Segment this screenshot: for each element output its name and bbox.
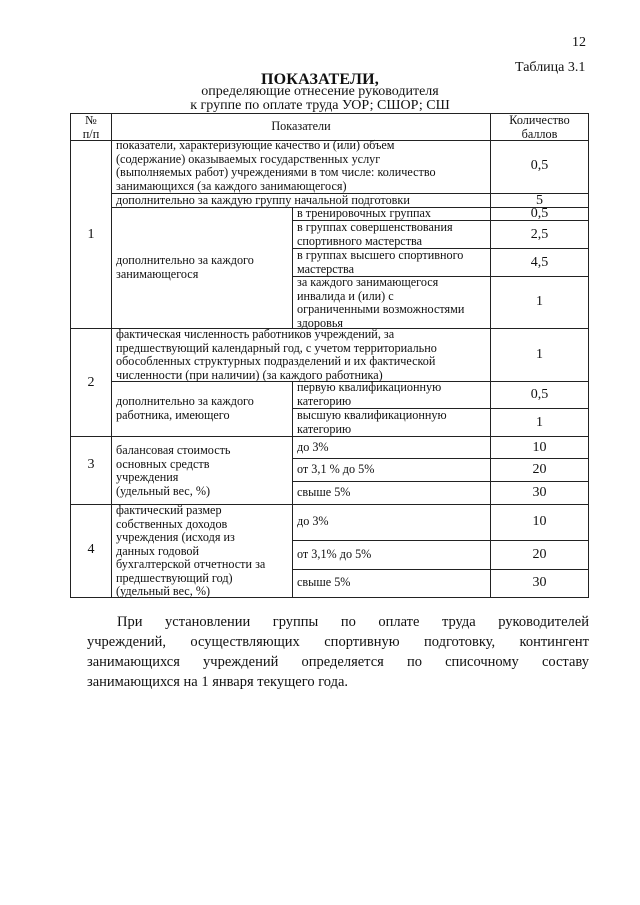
- row4-range-2: от 3,1% до 5%: [297, 547, 372, 561]
- row1-sub-disabled: за каждого занимающегося инвалида и (или) с ограниченными возможностями здоровья: [297, 275, 465, 330]
- row2-sub-highest-category-points: 1: [536, 415, 543, 430]
- row4-range-1-points: 10: [532, 514, 547, 529]
- row1-sub-training-points: 0,5: [530, 206, 549, 221]
- row2-extra-label: дополнительно за каждого работника, имеющего: [116, 394, 254, 422]
- paragraph-line: При установлении группы по оплате труда руководителей: [117, 614, 589, 630]
- row2-sub-first-category: первую квалификационную категорию: [297, 380, 442, 408]
- row1-main-text: показатели, характеризующие качество и (или) объем (содержание) оказываемых государственных услуг (выполняемых работ) учреждениями в том числе: количество занимающихся (за каждого занимающегося): [116, 138, 436, 193]
- row-number: 4: [87, 542, 95, 557]
- paragraph-line: занимающихся учреждений определяется по списочному составу: [87, 654, 589, 670]
- row3-range-1-points: 10: [532, 440, 547, 455]
- row4-range-2-points: 20: [532, 547, 547, 562]
- row2-main-text: фактическая численность работников учреждений, за предшествующий календарный год, с учетом территориально обособленных структурных подразделений и их фактической численности (при наличии) (за каждого работника): [116, 327, 437, 382]
- header-indicators: Показатели: [271, 119, 331, 133]
- table-label: Таблица 3.1: [515, 60, 586, 75]
- header-num: № п/п: [82, 113, 100, 141]
- row1-sub-improvement-points: 2,5: [530, 227, 549, 242]
- row3-range-1: до 3%: [297, 440, 329, 454]
- row4-label: фактический размер собственных доходов учреждения (исходя из данных годовой бухгалтерской отчетности за предшествующий год) (удельный вес, %): [116, 503, 266, 598]
- row-number: 1: [87, 227, 95, 242]
- row1-initial-group-points: 5: [536, 193, 543, 208]
- row-number: 2: [87, 375, 95, 390]
- document-subtitle-line-2: к группе по оплате труда УОР; СШОР; СШ: [190, 98, 450, 113]
- row1-initial-group-text: дополнительно за каждую группу начальной подготовки: [116, 193, 410, 207]
- row3-range-2: от 3,1 % до 5%: [297, 462, 375, 476]
- row1-sub-improvement: в группах совершенствования спортивного мастерства: [297, 220, 453, 248]
- row3-label: балансовая стоимость основных средств учреждения (удельный вес, %): [116, 443, 231, 498]
- row4-range-1: до 3%: [297, 514, 329, 528]
- row3-range-3: свыше 5%: [297, 485, 351, 499]
- document-subtitle-line-1: определяющие отнесение руководителя: [201, 84, 439, 99]
- row1-sub-highest: в группах высшего спортивного мастерства: [297, 248, 464, 276]
- paragraph-line: занимающихся на 1 января текущего года.: [87, 674, 349, 690]
- row1-sub-disabled-points: 1: [536, 294, 543, 309]
- row4-range-3: свыше 5%: [297, 575, 351, 589]
- document-title: ПОКАЗАТЕЛИ,: [261, 71, 379, 88]
- row3-range-3-points: 30: [532, 485, 547, 500]
- row1-main-points: 0,5: [530, 158, 549, 173]
- row1-sub-highest-points: 4,5: [530, 255, 549, 270]
- page-number: 12: [572, 35, 586, 50]
- row2-main-points: 1: [536, 347, 543, 362]
- header-points: Количество баллов: [509, 113, 570, 141]
- row1-sub-training: в тренировочных группах: [297, 206, 432, 220]
- row3-range-2-points: 20: [532, 462, 547, 477]
- row2-sub-highest-category: высшую квалификационную категорию: [297, 408, 447, 436]
- paragraph-line: учреждений, осуществляющих спортивную подготовку, контингент: [87, 634, 589, 650]
- row4-range-3-points: 30: [532, 575, 547, 590]
- row-number: 3: [87, 457, 95, 472]
- row1-extra-label: дополнительно за каждого занимающегося: [116, 253, 254, 281]
- row2-sub-first-category-points: 0,5: [530, 387, 549, 402]
